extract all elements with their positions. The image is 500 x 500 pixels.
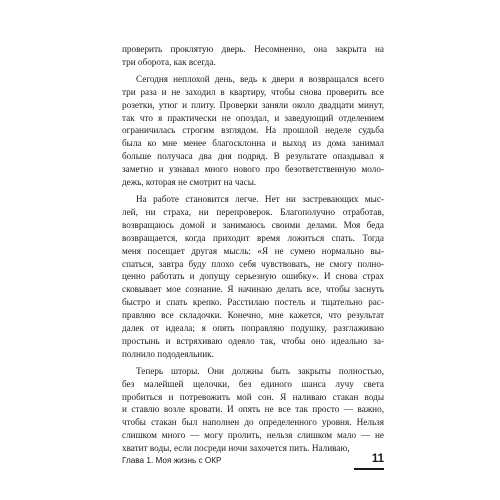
paragraph — [122, 73, 384, 189]
text-line: Сегодня неплохой день, ведь к двери я возвращался всего — [136, 73, 384, 84]
text-line: возвращается, когда приходит время ложиться спать. Тогда — [122, 232, 384, 243]
text-line: так что я практически не опоздал, и заведующий отделением — [122, 112, 384, 123]
text-line: слишком много — могу пролить, нельзя слишком мало — не — [122, 430, 384, 441]
text-line: дежь, которая не смотрит на часы. — [122, 177, 257, 188]
text-line: ограничилась строгим взглядом. На прошлой неделе судьба — [122, 125, 384, 136]
text-line: далек от идеала; я опять поправляю подушку, разглаживаю — [122, 323, 384, 334]
text-line: быстро и спать крепко. Расстилаю постель и тщательно рас- — [122, 297, 384, 308]
text-line: хватит воды, если посреди ночи захочется пить. Наливаю, — [122, 443, 350, 454]
paragraph — [122, 43, 384, 69]
text-line: полнило пододеяльник. — [122, 348, 214, 359]
text-line: простынь и встряхиваю одеяло так, чтобы оно идеально за- — [122, 335, 384, 346]
text-line: На работе становится легче. Нет ни застревающих мыс- — [136, 193, 384, 204]
page-number-rule — [354, 468, 384, 470]
text-line: правляю все складочки. Конечно, мне кажется, что результат — [122, 310, 384, 321]
text-line: спаться, завтра буду плохо себя чувствовать, не смогу полно- — [122, 258, 384, 269]
page-footer — [122, 453, 384, 469]
text-line: проверить проклятую дверь. Несомненно, она закрыта на — [122, 44, 384, 54]
text-line: розетки, утюг и плиту. Проверки заняли около двадцати минут, — [122, 99, 384, 110]
text-line: три раза и не заходил в квартиру, чтобы снова проверить все — [122, 86, 384, 97]
text-line: чтобы стакан был наполнен до определенного уровня. Нельзя — [122, 417, 384, 428]
text-line: была ко мне менее благосклонна и выход из дома занимал — [122, 138, 384, 149]
text-line: ценно работать и допущу серьезную ошибку». И снова страх — [122, 271, 384, 282]
text-line: три оборота, как всегда. — [122, 56, 216, 67]
text-line: возвращаюсь домой и занимаюсь своими делами. Моя беда — [122, 219, 384, 230]
paragraph — [122, 193, 384, 361]
paragraph — [122, 365, 384, 455]
text-line: сковывает мое сознание. Я начинаю делать все, чтобы заснуть — [122, 284, 384, 295]
text-line: больше получаса два дня подряд. В результате опаздывал я — [122, 151, 384, 162]
text-line: заметно и узнавал много нового про безответственную моло- — [122, 164, 384, 175]
text-line: без малейшей щелочки, без единого шанса лучу света — [122, 378, 384, 389]
text-line: лей, ни страха, ни перепроверок. Благополучно отработав, — [122, 206, 384, 217]
running-head: Глава 1. Моя жизнь с ОКР — [122, 456, 222, 465]
text-line: пробиться и потревожить мой сон. Я наливаю стакан воды — [122, 391, 384, 402]
body-text — [122, 43, 384, 459]
text-line: меня посещает другая мысль: «Я не сумею нормально вы- — [122, 245, 384, 256]
text-line: и ставлю возле кровати. И опять не все так просто — важно, — [122, 404, 384, 415]
text-line: Теперь шторы. Они должны быть закрыты полностью, — [136, 365, 384, 376]
page-number: 11 — [371, 453, 384, 465]
